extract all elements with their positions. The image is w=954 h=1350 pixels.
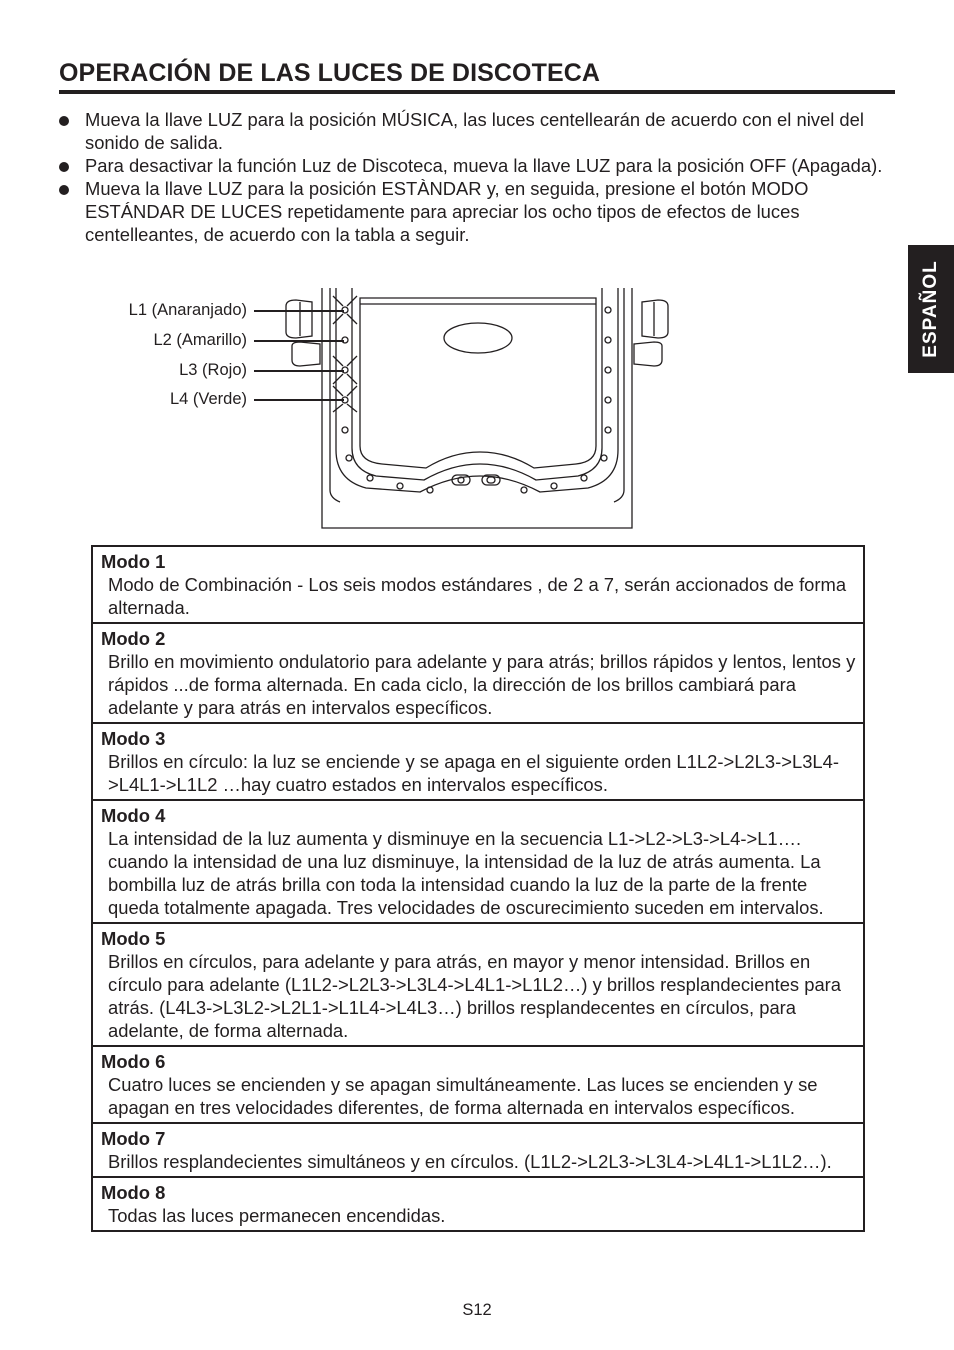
label-l2: L2 (Amarillo) <box>153 331 247 349</box>
bullet-icon <box>59 162 69 172</box>
mode-description: Brillos resplandecientes simultáneos y en círculos. (L1L2->L2L3->L3L4->L4L1->L1L2…). <box>108 1151 832 1172</box>
mode-row <box>93 624 863 724</box>
device-illustration <box>0 280 954 540</box>
mode-name: Modo 7 <box>101 1128 166 1149</box>
label-l4: L4 (Verde) <box>169 390 247 408</box>
mode-name: Modo 8 <box>101 1182 166 1203</box>
device-figure <box>0 280 954 540</box>
mode-name: Modo 6 <box>101 1051 166 1072</box>
mode-row <box>93 801 863 924</box>
bullet-icon <box>59 185 69 195</box>
mode-description: Modo de Combinación - Los seis modos estándares , de 2 a 7, serán accionados de forma alternada. <box>108 574 847 618</box>
mode-row <box>93 724 863 801</box>
mode-description: Todas las luces permanecen encendidas. <box>108 1205 446 1226</box>
instruction-text: Mueva la llave LUZ para la posición MÚSICA, las luces centellearán de acuerdo con el nivel del sonido de salida. <box>85 109 864 153</box>
mode-description: Brillos en círculo: la luz se enciende y se apaga en el siguiente orden L1L2->L2L3->L3L4->L4L1->L1L2 …hay cuatro estados en intervalos específicos. <box>108 751 840 795</box>
instruction-item <box>58 154 898 177</box>
mode-description: Cuatro luces se encienden y se apagan simultáneamente. Las luces se encienden y se apagan en tres velocidades diferentes, de forma alternada en intervalos específicos. <box>108 1074 818 1118</box>
instruction-text: Para desactivar la función Luz de Discoteca, mueva la llave LUZ para la posición OFF (Apagada). <box>85 155 883 176</box>
instruction-item <box>58 177 898 246</box>
label-l1: L1 (Anaranjado) <box>128 301 247 319</box>
mode-row <box>93 547 863 624</box>
mode-name: Modo 5 <box>101 928 166 949</box>
mode-name: Modo 3 <box>101 728 166 749</box>
mode-description: Brillos en círculos, para adelante y para atrás, en mayor y menor intensidad. Brillos en círculo para adelante (L1L2->L2L3->L3L4->L4L1->L1L2…) y brillos resplandecientes para atrás. (L4L3->L3L2->L2L1->L1L4->L4L3…) brillos resplandecentes en círculos, para adelante, de forma alternada. <box>108 951 842 1041</box>
mode-name: Modo 1 <box>101 551 166 572</box>
page-number: S12 <box>462 1301 492 1319</box>
bullet-icon <box>59 116 69 126</box>
modes-table <box>91 545 865 1232</box>
mode-description: Brillo en movimiento ondulatorio para adelante y para atrás; brillos rápidos y lentos, lentos y rápidos ...de forma alternada. En cada ciclo, la dirección de los brillos cambiará para adelante y para atrás en intervalos específicos. <box>108 651 856 718</box>
mode-name: Modo 2 <box>101 628 166 649</box>
mode-row <box>93 1178 863 1230</box>
instruction-text: Mueva la llave LUZ para la posición ESTÀNDAR y, en seguida, presione el botón MODO ESTÁNDAR DE LUCES repetidamente para apreciar los ocho tipos de efectos de luces centelleantes, de acuerdo con la tabla a seguir. <box>85 178 809 245</box>
mode-row <box>93 924 863 1047</box>
instruction-item <box>58 108 898 154</box>
label-l3: L3 (Rojo) <box>179 361 247 379</box>
instruction-list <box>58 108 898 246</box>
mode-row <box>93 1124 863 1178</box>
mode-name: Modo 4 <box>101 805 166 826</box>
mode-row <box>93 1047 863 1124</box>
mode-description: La intensidad de la luz aumenta y disminuye en la secuencia L1->L2->L3->L4->L1…. cuando la intensidad de una luz disminuye, la intensidad de la luz de atrás aumenta. La bombilla luz de atrás brilla con toda la intensidad cuando la luz de la parte de la frente queda totalmente apagada. Tres velocidades de oscurecimiento suceden em intervalos. <box>108 828 824 918</box>
language-tab-label: ESPAÑOL <box>920 260 941 358</box>
page-title: OPERACIÓN DE LAS LUCES DE DISCOTECA <box>59 58 895 94</box>
